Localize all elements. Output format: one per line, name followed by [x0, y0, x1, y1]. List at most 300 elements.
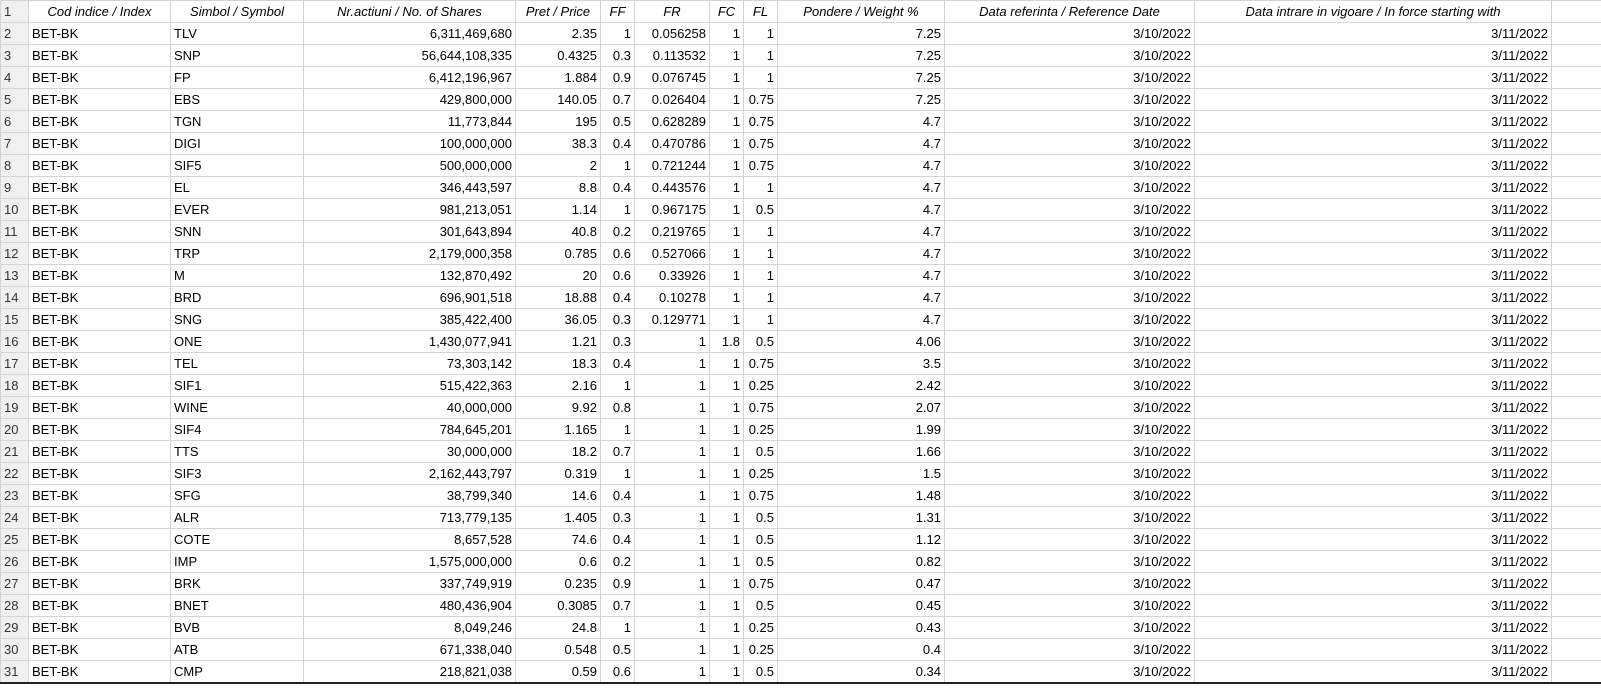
cell-reference-date[interactable]: 3/10/2022 — [945, 441, 1195, 463]
cell-weight[interactable]: 0.34 — [778, 661, 945, 684]
cell-reference-date[interactable]: 3/10/2022 — [945, 309, 1195, 331]
cell-ff[interactable]: 0.3 — [601, 309, 635, 331]
cell-price[interactable]: 74.6 — [516, 529, 601, 551]
cell-in-force-date[interactable]: 3/11/2022 — [1195, 23, 1552, 45]
cell-shares[interactable]: 2,162,443,797 — [304, 463, 516, 485]
cell-symbol[interactable]: FP — [171, 67, 304, 89]
cell-in-force-date[interactable]: 3/11/2022 — [1195, 353, 1552, 375]
cell-ff[interactable]: 0.6 — [601, 265, 635, 287]
header-cell-symbol[interactable]: Simbol / Symbol — [171, 1, 304, 23]
cell-weight[interactable]: 4.7 — [778, 265, 945, 287]
row-number[interactable]: 31 — [1, 661, 29, 684]
cell-in-force-date[interactable]: 3/11/2022 — [1195, 89, 1552, 111]
header-cell-shares[interactable]: Nr.actiuni / No. of Shares — [304, 1, 516, 23]
cell-symbol[interactable]: IMP — [171, 551, 304, 573]
cell-fl[interactable]: 0.75 — [744, 155, 778, 177]
cell-symbol[interactable]: DIGI — [171, 133, 304, 155]
cell-ff[interactable]: 0.3 — [601, 45, 635, 67]
cell-fl[interactable]: 0.5 — [744, 529, 778, 551]
cell-symbol[interactable]: SIF5 — [171, 155, 304, 177]
cell-price[interactable]: 195 — [516, 111, 601, 133]
cell-fr[interactable]: 0.628289 — [635, 111, 710, 133]
cell-fr[interactable]: 1 — [635, 661, 710, 684]
cell-fc[interactable]: 1 — [710, 507, 744, 529]
cell-fl[interactable]: 0.75 — [744, 397, 778, 419]
cell-fr[interactable]: 1 — [635, 353, 710, 375]
cell-fl[interactable]: 0.5 — [744, 551, 778, 573]
cell-reference-date[interactable]: 3/10/2022 — [945, 265, 1195, 287]
cell-ff[interactable]: 0.6 — [601, 243, 635, 265]
cell-in-force-date[interactable]: 3/11/2022 — [1195, 397, 1552, 419]
cell-index[interactable]: BET-BK — [29, 331, 171, 353]
cell-reference-date[interactable]: 3/10/2022 — [945, 639, 1195, 661]
empty-cell[interactable] — [1552, 463, 1601, 485]
cell-in-force-date[interactable]: 3/11/2022 — [1195, 419, 1552, 441]
cell-symbol[interactable]: SNG — [171, 309, 304, 331]
cell-index[interactable]: BET-BK — [29, 661, 171, 684]
cell-reference-date[interactable]: 3/10/2022 — [945, 463, 1195, 485]
row-number[interactable]: 20 — [1, 419, 29, 441]
cell-ff[interactable]: 0.7 — [601, 441, 635, 463]
empty-cell[interactable] — [1552, 155, 1601, 177]
cell-fl[interactable]: 0.75 — [744, 89, 778, 111]
cell-fl[interactable]: 0.5 — [744, 507, 778, 529]
cell-fr[interactable]: 0.129771 — [635, 309, 710, 331]
cell-shares[interactable]: 713,779,135 — [304, 507, 516, 529]
cell-ff[interactable]: 0.9 — [601, 573, 635, 595]
cell-fc[interactable]: 1 — [710, 221, 744, 243]
cell-in-force-date[interactable]: 3/11/2022 — [1195, 287, 1552, 309]
cell-fr[interactable]: 1 — [635, 441, 710, 463]
empty-cell[interactable] — [1552, 45, 1601, 67]
cell-price[interactable]: 0.235 — [516, 573, 601, 595]
row-number[interactable]: 4 — [1, 67, 29, 89]
cell-shares[interactable]: 56,644,108,335 — [304, 45, 516, 67]
cell-shares[interactable]: 38,799,340 — [304, 485, 516, 507]
cell-fc[interactable]: 1 — [710, 67, 744, 89]
cell-index[interactable]: BET-BK — [29, 551, 171, 573]
cell-symbol[interactable]: BRK — [171, 573, 304, 595]
cell-fc[interactable]: 1 — [710, 353, 744, 375]
cell-shares[interactable]: 6,311,469,680 — [304, 23, 516, 45]
cell-index[interactable]: BET-BK — [29, 617, 171, 639]
cell-ff[interactable]: 0.3 — [601, 507, 635, 529]
empty-cell[interactable] — [1552, 375, 1601, 397]
cell-shares[interactable]: 784,645,201 — [304, 419, 516, 441]
cell-fl[interactable]: 0.75 — [744, 133, 778, 155]
cell-fl[interactable]: 1 — [744, 243, 778, 265]
header-cell-index[interactable]: Cod indice / Index — [29, 1, 171, 23]
cell-symbol[interactable]: ATB — [171, 639, 304, 661]
cell-fc[interactable]: 1 — [710, 265, 744, 287]
row-number[interactable]: 30 — [1, 639, 29, 661]
cell-fr[interactable]: 0.10278 — [635, 287, 710, 309]
cell-weight[interactable]: 1.99 — [778, 419, 945, 441]
cell-symbol[interactable]: EBS — [171, 89, 304, 111]
cell-reference-date[interactable]: 3/10/2022 — [945, 617, 1195, 639]
row-number[interactable]: 19 — [1, 397, 29, 419]
row-number[interactable]: 6 — [1, 111, 29, 133]
cell-ff[interactable]: 0.3 — [601, 331, 635, 353]
cell-fr[interactable]: 0.056258 — [635, 23, 710, 45]
cell-symbol[interactable]: BRD — [171, 287, 304, 309]
cell-price[interactable]: 36.05 — [516, 309, 601, 331]
cell-price[interactable]: 18.88 — [516, 287, 601, 309]
empty-cell[interactable] — [1552, 287, 1601, 309]
cell-shares[interactable]: 1,575,000,000 — [304, 551, 516, 573]
empty-cell[interactable] — [1552, 1, 1601, 23]
cell-symbol[interactable]: TTS — [171, 441, 304, 463]
cell-in-force-date[interactable]: 3/11/2022 — [1195, 111, 1552, 133]
empty-cell[interactable] — [1552, 23, 1601, 45]
cell-weight[interactable]: 4.7 — [778, 287, 945, 309]
cell-index[interactable]: BET-BK — [29, 397, 171, 419]
cell-shares[interactable]: 515,422,363 — [304, 375, 516, 397]
cell-index[interactable]: BET-BK — [29, 441, 171, 463]
cell-fl[interactable]: 0.75 — [744, 485, 778, 507]
cell-price[interactable]: 140.05 — [516, 89, 601, 111]
cell-reference-date[interactable]: 3/10/2022 — [945, 419, 1195, 441]
cell-fl[interactable]: 0.75 — [744, 353, 778, 375]
row-number[interactable]: 25 — [1, 529, 29, 551]
header-cell-ff[interactable]: FF — [601, 1, 635, 23]
cell-shares[interactable]: 301,643,894 — [304, 221, 516, 243]
cell-fl[interactable]: 1 — [744, 309, 778, 331]
cell-index[interactable]: BET-BK — [29, 529, 171, 551]
cell-index[interactable]: BET-BK — [29, 89, 171, 111]
row-number[interactable]: 2 — [1, 23, 29, 45]
cell-shares[interactable]: 6,412,196,967 — [304, 67, 516, 89]
empty-cell[interactable] — [1552, 243, 1601, 265]
cell-price[interactable]: 20 — [516, 265, 601, 287]
cell-symbol[interactable]: SNP — [171, 45, 304, 67]
cell-fl[interactable]: 0.5 — [744, 331, 778, 353]
cell-ff[interactable]: 0.4 — [601, 353, 635, 375]
row-number[interactable]: 11 — [1, 221, 29, 243]
row-number[interactable]: 23 — [1, 485, 29, 507]
empty-cell[interactable] — [1552, 595, 1601, 617]
cell-price[interactable]: 9.92 — [516, 397, 601, 419]
cell-fr[interactable]: 1 — [635, 551, 710, 573]
empty-cell[interactable] — [1552, 177, 1601, 199]
cell-fr[interactable]: 1 — [635, 463, 710, 485]
cell-fl[interactable]: 0.5 — [744, 441, 778, 463]
cell-index[interactable]: BET-BK — [29, 177, 171, 199]
cell-index[interactable]: BET-BK — [29, 463, 171, 485]
cell-ff[interactable]: 1 — [601, 617, 635, 639]
cell-weight[interactable]: 4.7 — [778, 221, 945, 243]
cell-fr[interactable]: 1 — [635, 485, 710, 507]
cell-reference-date[interactable]: 3/10/2022 — [945, 23, 1195, 45]
cell-price[interactable]: 38.3 — [516, 133, 601, 155]
cell-price[interactable]: 1.21 — [516, 331, 601, 353]
cell-price[interactable]: 2.35 — [516, 23, 601, 45]
cell-fr[interactable]: 0.967175 — [635, 199, 710, 221]
cell-fc[interactable]: 1 — [710, 485, 744, 507]
cell-fl[interactable]: 0.75 — [744, 573, 778, 595]
cell-fc[interactable]: 1 — [710, 23, 744, 45]
cell-price[interactable]: 1.165 — [516, 419, 601, 441]
cell-in-force-date[interactable]: 3/11/2022 — [1195, 573, 1552, 595]
cell-price[interactable]: 1.405 — [516, 507, 601, 529]
cell-reference-date[interactable]: 3/10/2022 — [945, 243, 1195, 265]
cell-reference-date[interactable]: 3/10/2022 — [945, 155, 1195, 177]
cell-symbol[interactable]: TLV — [171, 23, 304, 45]
empty-cell[interactable] — [1552, 199, 1601, 221]
empty-cell[interactable] — [1552, 573, 1601, 595]
cell-ff[interactable]: 0.4 — [601, 529, 635, 551]
cell-price[interactable]: 0.4325 — [516, 45, 601, 67]
cell-in-force-date[interactable]: 3/11/2022 — [1195, 529, 1552, 551]
cell-fl[interactable]: 1 — [744, 23, 778, 45]
empty-cell[interactable] — [1552, 111, 1601, 133]
empty-cell[interactable] — [1552, 419, 1601, 441]
cell-fc[interactable]: 1 — [710, 397, 744, 419]
cell-in-force-date[interactable]: 3/11/2022 — [1195, 67, 1552, 89]
cell-price[interactable]: 18.2 — [516, 441, 601, 463]
cell-weight[interactable]: 1.12 — [778, 529, 945, 551]
cell-shares[interactable]: 480,436,904 — [304, 595, 516, 617]
cell-fl[interactable]: 1 — [744, 221, 778, 243]
row-number[interactable]: 15 — [1, 309, 29, 331]
cell-ff[interactable]: 1 — [601, 375, 635, 397]
cell-index[interactable]: BET-BK — [29, 155, 171, 177]
cell-index[interactable]: BET-BK — [29, 573, 171, 595]
cell-fl[interactable]: 0.25 — [744, 419, 778, 441]
cell-reference-date[interactable]: 3/10/2022 — [945, 595, 1195, 617]
cell-fr[interactable]: 1 — [635, 419, 710, 441]
cell-ff[interactable]: 0.7 — [601, 89, 635, 111]
cell-fl[interactable]: 0.5 — [744, 661, 778, 684]
cell-symbol[interactable]: TGN — [171, 111, 304, 133]
cell-index[interactable]: BET-BK — [29, 507, 171, 529]
cell-shares[interactable]: 500,000,000 — [304, 155, 516, 177]
cell-index[interactable]: BET-BK — [29, 595, 171, 617]
cell-index[interactable]: BET-BK — [29, 639, 171, 661]
cell-reference-date[interactable]: 3/10/2022 — [945, 397, 1195, 419]
cell-fc[interactable]: 1 — [710, 617, 744, 639]
cell-price[interactable]: 24.8 — [516, 617, 601, 639]
cell-symbol[interactable]: BVB — [171, 617, 304, 639]
cell-symbol[interactable]: WINE — [171, 397, 304, 419]
cell-index[interactable]: BET-BK — [29, 221, 171, 243]
cell-symbol[interactable]: SIF1 — [171, 375, 304, 397]
cell-price[interactable]: 18.3 — [516, 353, 601, 375]
cell-shares[interactable]: 218,821,038 — [304, 661, 516, 684]
row-number[interactable]: 24 — [1, 507, 29, 529]
empty-cell[interactable] — [1552, 89, 1601, 111]
cell-index[interactable]: BET-BK — [29, 353, 171, 375]
row-number[interactable]: 13 — [1, 265, 29, 287]
cell-fl[interactable]: 0.5 — [744, 595, 778, 617]
cell-index[interactable]: BET-BK — [29, 287, 171, 309]
cell-index[interactable]: BET-BK — [29, 265, 171, 287]
cell-fr[interactable]: 1 — [635, 331, 710, 353]
cell-fr[interactable]: 0.470786 — [635, 133, 710, 155]
cell-shares[interactable]: 8,657,528 — [304, 529, 516, 551]
cell-in-force-date[interactable]: 3/11/2022 — [1195, 507, 1552, 529]
cell-fr[interactable]: 1 — [635, 507, 710, 529]
cell-in-force-date[interactable]: 3/11/2022 — [1195, 639, 1552, 661]
cell-fl[interactable]: 0.25 — [744, 617, 778, 639]
cell-reference-date[interactable]: 3/10/2022 — [945, 89, 1195, 111]
cell-price[interactable]: 40.8 — [516, 221, 601, 243]
cell-fc[interactable]: 1 — [710, 639, 744, 661]
cell-fl[interactable]: 0.25 — [744, 463, 778, 485]
cell-in-force-date[interactable]: 3/11/2022 — [1195, 551, 1552, 573]
cell-reference-date[interactable]: 3/10/2022 — [945, 573, 1195, 595]
cell-price[interactable]: 0.59 — [516, 661, 601, 684]
cell-in-force-date[interactable]: 3/11/2022 — [1195, 661, 1552, 684]
cell-fc[interactable]: 1 — [710, 155, 744, 177]
cell-fc[interactable]: 1 — [710, 375, 744, 397]
cell-shares[interactable]: 8,049,246 — [304, 617, 516, 639]
cell-symbol[interactable]: TRP — [171, 243, 304, 265]
cell-fr[interactable]: 0.527066 — [635, 243, 710, 265]
cell-fr[interactable]: 1 — [635, 573, 710, 595]
cell-in-force-date[interactable]: 3/11/2022 — [1195, 485, 1552, 507]
cell-weight[interactable]: 4.7 — [778, 199, 945, 221]
cell-ff[interactable]: 0.4 — [601, 485, 635, 507]
cell-ff[interactable]: 0.4 — [601, 133, 635, 155]
cell-reference-date[interactable]: 3/10/2022 — [945, 67, 1195, 89]
cell-weight[interactable]: 1.48 — [778, 485, 945, 507]
cell-weight[interactable]: 7.25 — [778, 45, 945, 67]
empty-cell[interactable] — [1552, 485, 1601, 507]
cell-shares[interactable]: 696,901,518 — [304, 287, 516, 309]
cell-ff[interactable]: 1 — [601, 463, 635, 485]
row-number[interactable]: 14 — [1, 287, 29, 309]
cell-shares[interactable]: 40,000,000 — [304, 397, 516, 419]
cell-reference-date[interactable]: 3/10/2022 — [945, 221, 1195, 243]
cell-index[interactable]: BET-BK — [29, 375, 171, 397]
cell-ff[interactable]: 0.2 — [601, 221, 635, 243]
cell-weight[interactable]: 2.42 — [778, 375, 945, 397]
cell-shares[interactable]: 981,213,051 — [304, 199, 516, 221]
cell-fc[interactable]: 1 — [710, 133, 744, 155]
cell-in-force-date[interactable]: 3/11/2022 — [1195, 133, 1552, 155]
empty-cell[interactable] — [1552, 507, 1601, 529]
cell-weight[interactable]: 4.7 — [778, 177, 945, 199]
cell-fr[interactable]: 1 — [635, 397, 710, 419]
cell-weight[interactable]: 0.82 — [778, 551, 945, 573]
cell-fc[interactable]: 1 — [710, 45, 744, 67]
cell-ff[interactable]: 0.9 — [601, 67, 635, 89]
row-number[interactable]: 29 — [1, 617, 29, 639]
empty-cell[interactable] — [1552, 661, 1601, 684]
cell-price[interactable]: 2.16 — [516, 375, 601, 397]
cell-in-force-date[interactable]: 3/11/2022 — [1195, 331, 1552, 353]
cell-symbol[interactable]: TEL — [171, 353, 304, 375]
cell-symbol[interactable]: SFG — [171, 485, 304, 507]
cell-weight[interactable]: 0.4 — [778, 639, 945, 661]
cell-shares[interactable]: 671,338,040 — [304, 639, 516, 661]
cell-fc[interactable]: 1 — [710, 287, 744, 309]
empty-cell[interactable] — [1552, 529, 1601, 551]
cell-fc[interactable]: 1 — [710, 419, 744, 441]
row-number[interactable]: 22 — [1, 463, 29, 485]
empty-cell[interactable] — [1552, 309, 1601, 331]
row-number[interactable]: 1 — [1, 1, 29, 23]
cell-fl[interactable]: 0.75 — [744, 111, 778, 133]
cell-weight[interactable]: 1.66 — [778, 441, 945, 463]
cell-shares[interactable]: 346,443,597 — [304, 177, 516, 199]
cell-shares[interactable]: 429,800,000 — [304, 89, 516, 111]
cell-ff[interactable]: 0.2 — [601, 551, 635, 573]
cell-in-force-date[interactable]: 3/11/2022 — [1195, 177, 1552, 199]
empty-cell[interactable] — [1552, 551, 1601, 573]
cell-ff[interactable]: 1 — [601, 23, 635, 45]
cell-weight[interactable]: 7.25 — [778, 23, 945, 45]
cell-reference-date[interactable]: 3/10/2022 — [945, 485, 1195, 507]
cell-fl[interactable]: 1 — [744, 265, 778, 287]
empty-cell[interactable] — [1552, 639, 1601, 661]
cell-price[interactable]: 0.319 — [516, 463, 601, 485]
cell-price[interactable]: 2 — [516, 155, 601, 177]
cell-fr[interactable]: 0.076745 — [635, 67, 710, 89]
cell-reference-date[interactable]: 3/10/2022 — [945, 375, 1195, 397]
cell-reference-date[interactable]: 3/10/2022 — [945, 331, 1195, 353]
cell-ff[interactable]: 0.7 — [601, 595, 635, 617]
cell-fr[interactable]: 1 — [635, 375, 710, 397]
cell-shares[interactable]: 1,430,077,941 — [304, 331, 516, 353]
row-number[interactable]: 10 — [1, 199, 29, 221]
cell-price[interactable]: 0.3085 — [516, 595, 601, 617]
empty-cell[interactable] — [1552, 221, 1601, 243]
cell-index[interactable]: BET-BK — [29, 199, 171, 221]
cell-in-force-date[interactable]: 3/11/2022 — [1195, 309, 1552, 331]
cell-price[interactable]: 0.785 — [516, 243, 601, 265]
cell-weight[interactable]: 4.7 — [778, 243, 945, 265]
cell-in-force-date[interactable]: 3/11/2022 — [1195, 441, 1552, 463]
cell-symbol[interactable]: EVER — [171, 199, 304, 221]
empty-cell[interactable] — [1552, 353, 1601, 375]
cell-index[interactable]: BET-BK — [29, 243, 171, 265]
cell-symbol[interactable]: SIF4 — [171, 419, 304, 441]
cell-ff[interactable]: 0.5 — [601, 639, 635, 661]
cell-reference-date[interactable]: 3/10/2022 — [945, 353, 1195, 375]
empty-cell[interactable] — [1552, 331, 1601, 353]
row-number[interactable]: 26 — [1, 551, 29, 573]
cell-reference-date[interactable]: 3/10/2022 — [945, 177, 1195, 199]
row-number[interactable]: 28 — [1, 595, 29, 617]
cell-weight[interactable]: 3.5 — [778, 353, 945, 375]
cell-index[interactable]: BET-BK — [29, 45, 171, 67]
empty-cell[interactable] — [1552, 617, 1601, 639]
cell-fc[interactable]: 1 — [710, 243, 744, 265]
cell-fr[interactable]: 0.443576 — [635, 177, 710, 199]
row-number[interactable]: 9 — [1, 177, 29, 199]
cell-weight[interactable]: 0.43 — [778, 617, 945, 639]
cell-fc[interactable]: 1 — [710, 309, 744, 331]
cell-in-force-date[interactable]: 3/11/2022 — [1195, 155, 1552, 177]
cell-fc[interactable]: 1 — [710, 89, 744, 111]
cell-symbol[interactable]: SIF3 — [171, 463, 304, 485]
cell-symbol[interactable]: CMP — [171, 661, 304, 684]
cell-ff[interactable]: 0.6 — [601, 661, 635, 684]
header-cell-fc[interactable]: FC — [710, 1, 744, 23]
header-cell-fr[interactable]: FR — [635, 1, 710, 23]
cell-symbol[interactable]: ONE — [171, 331, 304, 353]
header-cell-price[interactable]: Pret / Price — [516, 1, 601, 23]
cell-ff[interactable]: 0.5 — [601, 111, 635, 133]
cell-in-force-date[interactable]: 3/11/2022 — [1195, 45, 1552, 67]
cell-in-force-date[interactable]: 3/11/2022 — [1195, 221, 1552, 243]
empty-cell[interactable] — [1552, 67, 1601, 89]
cell-shares[interactable]: 2,179,000,358 — [304, 243, 516, 265]
cell-ff[interactable]: 1 — [601, 419, 635, 441]
cell-index[interactable]: BET-BK — [29, 485, 171, 507]
